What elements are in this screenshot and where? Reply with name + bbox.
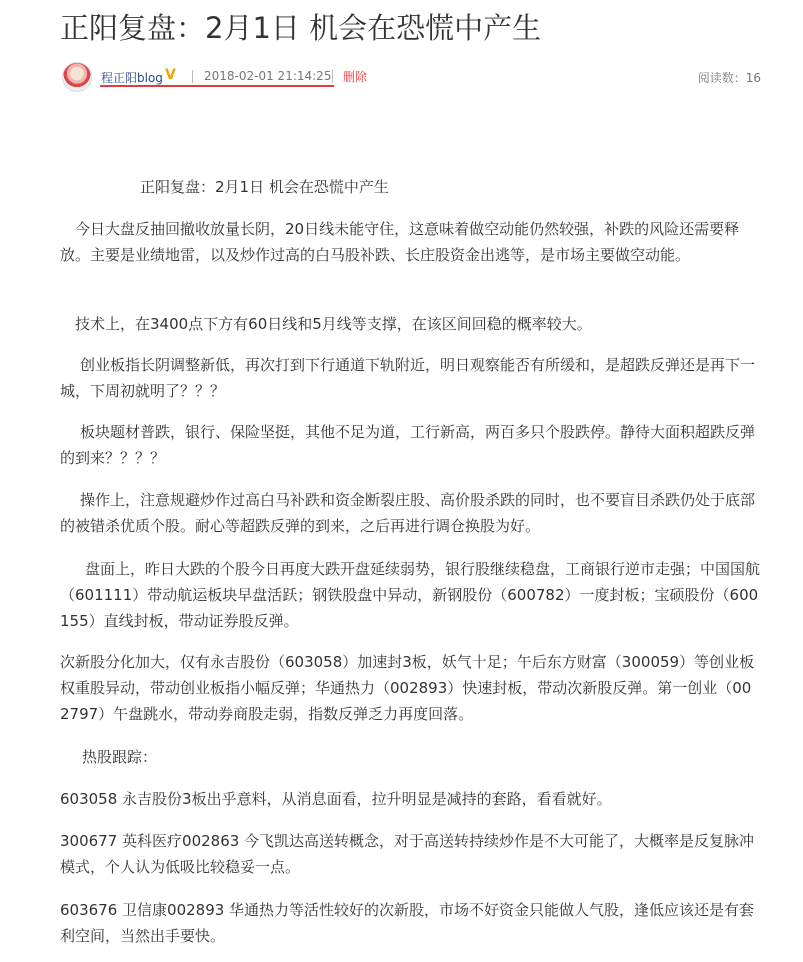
article-title: 正阳复盘：2月1日 机会在恐慌中产生: [60, 11, 542, 45]
paragraph: 创业板指长阴调整新低，再次打到下行通道下轨附近，明日观察能否有所缓和，是超跌反弹还是再下一城，下周初就明了？？？: [60, 356, 756, 400]
paragraph: 次新股分化加大，仅有永吉股份（603058）加速封3板，妖气十足；午后东方财富（300059）等创业板权重股异动，带动创业板指小幅反弹；华通热力（002893）快速封板，带动次新股反弹。第一创业（002797）午盘跳水，带动券商股走弱，指数反弹乏力再度回落。: [60, 653, 755, 723]
paragraph: 操作上，注意规避炒作过高白马补跌和资金断裂庄股、高价股杀跌的同时，也不要盲目杀跌仍处于底部的被错杀优质个股。耐心等超跌反弹的到来，之后再进行调仓换股为好。: [60, 491, 756, 535]
read-count-value: 16: [745, 71, 761, 85]
article-subtitle: 正阳复盘：2月1日 机会在恐慌中产生: [140, 178, 389, 196]
paragraph: 板块题材普跌，银行、保险坚挺，其他不足为道，工行新高，两百多只个股跌停。静待大面积超跌反弹的到来？？？？: [60, 423, 756, 467]
meta-underline: [100, 85, 334, 87]
vip-badge-icon: V: [165, 67, 176, 83]
paragraph: 技术上，在3400点下方有60日线和5月线等支撑，在该区间回稳的概率较大。: [75, 315, 592, 333]
paragraph: 603676 卫信康002893 华通热力等活性较好的次新股，市场不好资金只能做人气股，逢低应该还是有套利空间，当然出手要快。: [60, 901, 755, 945]
meta-divider: [192, 70, 193, 83]
delete-link[interactable]: 删除: [343, 70, 368, 84]
section-heading: 热股跟踪：: [82, 748, 158, 766]
paragraph: 603058 永吉股份3板出乎意料，从消息面看，拉升明显是减持的套路，看看就好。: [60, 790, 612, 808]
author-name-link[interactable]: 程正阳blog: [101, 71, 163, 85]
author-avatar[interactable]: [62, 62, 92, 92]
paragraph: 盘面上，昨日大跌的个股今日再度大跌开盘延续弱势，银行股继续稳盘，工商银行逆市走强；中国国航（601111）带动航运板块早盘活跃；钢铁股盘中异动，新钢股份（600782）一度封板；宝硕股份（600155）直线封板，带动证券股反弹。: [60, 560, 761, 630]
read-count-label: 阅读数：: [697, 71, 746, 85]
article-meta: [62, 62, 762, 94]
read-count: [698, 69, 761, 86]
paragraph: 今日大盘反抽回撤收放量长阴，20日线未能守住，这意味着做空动能仍然较强，补跌的风险还需要释放。主要是业绩地雷，以及炒作过高的白马股补跌、长庄股资金出逃等，是市场主要做空动能。: [60, 220, 740, 264]
paragraph: 300677 英科医疗002863 今飞凯达高送转概念，对于高送转持续炒作是不大可能了，大概率是反复脉冲模式，个人认为低吸比较稳妥一点。: [60, 832, 755, 876]
post-datetime: 2018-02-01 21:14:25: [204, 69, 332, 83]
meta-divider: [332, 70, 333, 83]
